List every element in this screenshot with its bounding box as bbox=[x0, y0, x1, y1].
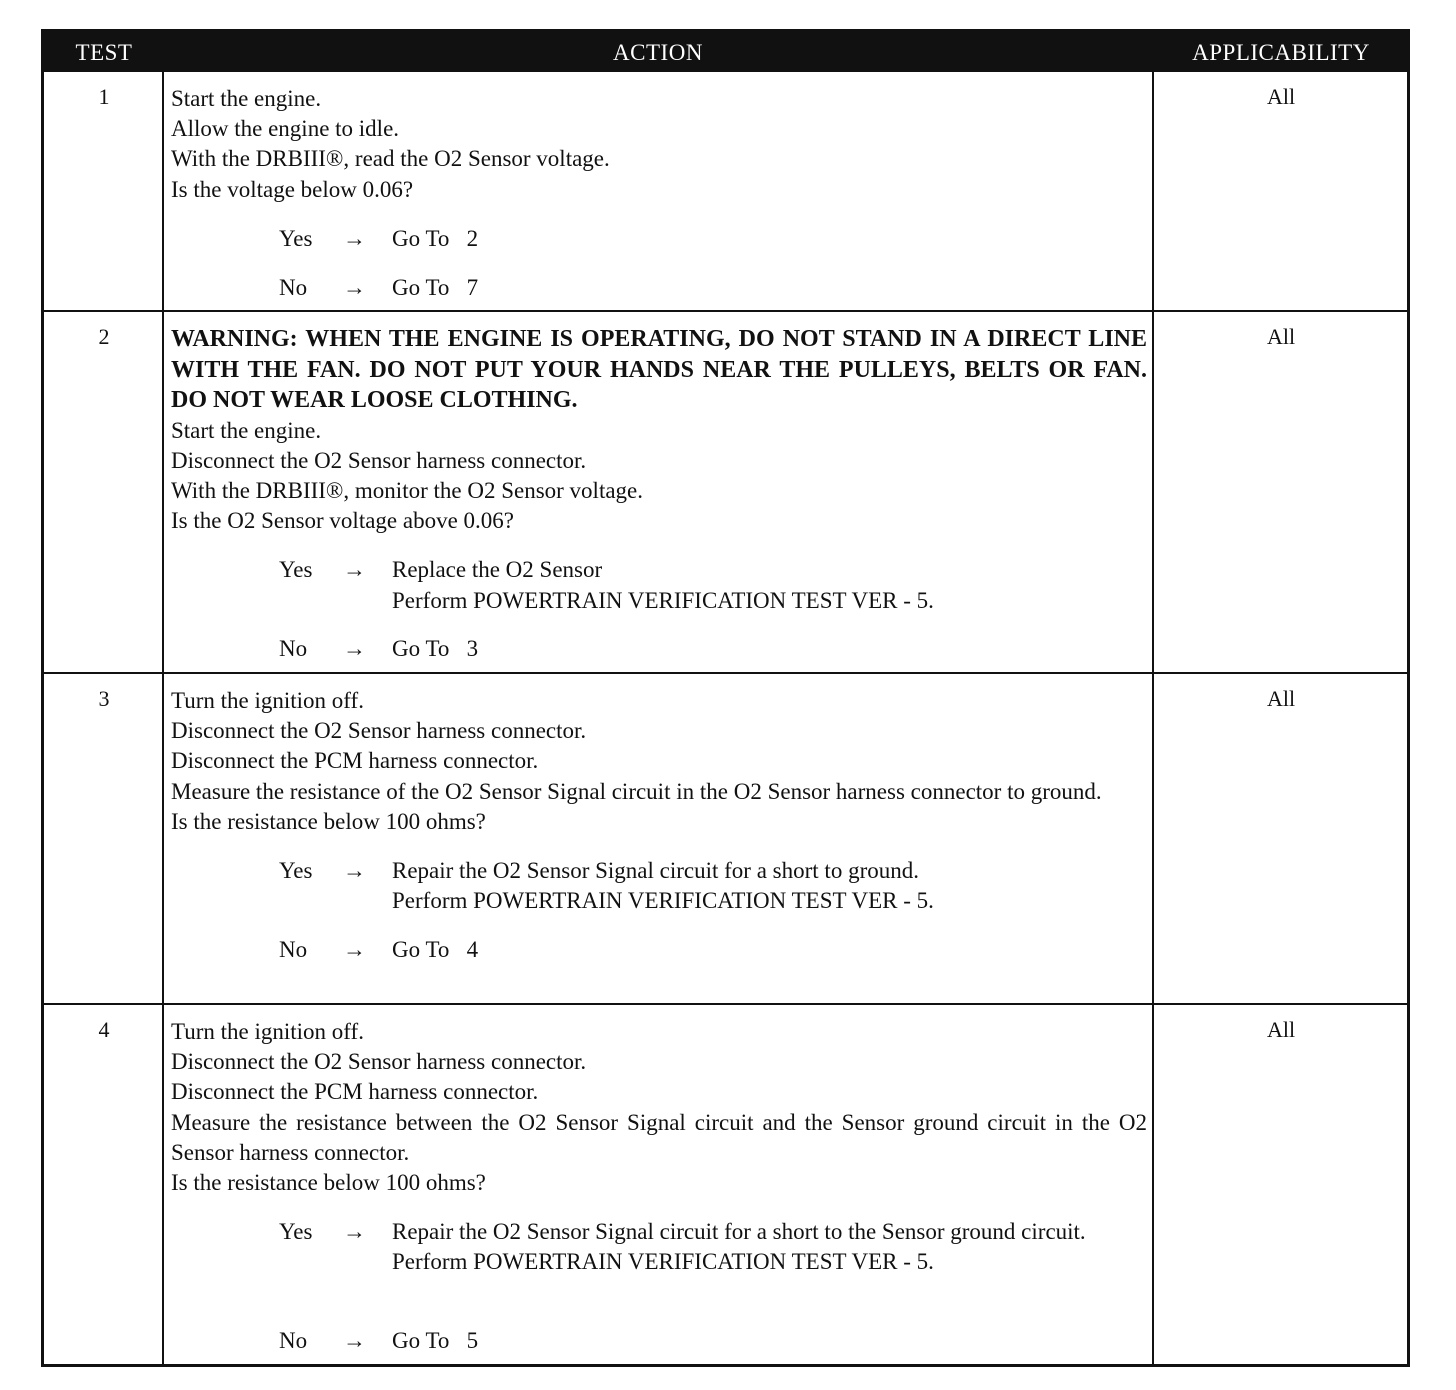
step-text: With the DRBIII®, monitor the O2 Sensor voltage. bbox=[171, 477, 644, 503]
step-text: Disconnect the PCM harness connector. bbox=[171, 1079, 539, 1105]
no-result: Go To 5 bbox=[392, 1328, 479, 1354]
header-test: TEST bbox=[75, 40, 133, 65]
arrow-icon: → bbox=[343, 1219, 366, 1245]
step-text: Is the resistance below 100 ohms? bbox=[171, 1170, 486, 1196]
no-label: No bbox=[279, 636, 308, 662]
step-text: Measure the resistance between the O2 Sensor Signal circuit and the Sensor ground circuit in the O2 Sensor harness connector. bbox=[171, 1109, 1147, 1165]
arrow-icon: → bbox=[343, 274, 366, 300]
no-response bbox=[171, 1326, 1147, 1356]
yes-result: Replace the O2 Sensor Perform POWERTRAIN VERIFICATION TEST VER - 5. bbox=[392, 557, 934, 613]
step-text: Allow the engine to idle. bbox=[171, 116, 400, 142]
step-text: Measure the resistance of the O2 Sensor Signal circuit in the O2 Sensor harness connector to ground. bbox=[171, 778, 1102, 804]
test-number: 2 bbox=[98, 324, 110, 349]
table-row-test-3 bbox=[44, 674, 1407, 1003]
action-cell bbox=[171, 1017, 1147, 1356]
table-header bbox=[44, 32, 1407, 72]
table-row-test-1 bbox=[44, 72, 1407, 310]
step-text: Is the voltage below 0.06? bbox=[171, 176, 414, 202]
header-action: ACTION bbox=[613, 40, 703, 65]
no-result: Go To 3 bbox=[392, 636, 479, 662]
step-text: Disconnect the O2 Sensor harness connector. bbox=[171, 447, 587, 473]
step-text: Is the resistance below 100 ohms? bbox=[171, 808, 486, 834]
warning-text: WARNING: WHEN THE ENGINE IS OPERATING, DO NOT STAND IN A DIRECT LINE WITH THE FAN. DO NOT PUT YOUR HANDS NEAR THE PULLEYS, BELTS OR FAN. DO NOT WEAR LOOSE CLOTHING. bbox=[171, 326, 1147, 413]
no-response bbox=[171, 273, 1147, 303]
table-row-test-2 bbox=[44, 312, 1407, 672]
applicability-cell: All bbox=[1266, 324, 1296, 349]
no-label: No bbox=[279, 937, 308, 963]
yes-label: Yes bbox=[279, 557, 313, 583]
step-text: Start the engine. bbox=[171, 417, 322, 443]
applicability-cell: All bbox=[1266, 84, 1296, 109]
test-number: 4 bbox=[98, 1017, 110, 1042]
test-number: 1 bbox=[98, 84, 110, 109]
arrow-icon: → bbox=[343, 557, 366, 583]
no-result: Go To 4 bbox=[392, 937, 479, 963]
yes-result: Go To 2 bbox=[392, 225, 479, 251]
header-applicability: APPLICABILITY bbox=[1192, 40, 1370, 65]
yes-label: Yes bbox=[279, 1219, 313, 1245]
yes-label: Yes bbox=[279, 858, 313, 884]
table-row-test-4 bbox=[44, 1005, 1407, 1364]
yes-result: Repair the O2 Sensor Signal circuit for a short to the Sensor ground circuit. Perform POWERTRAIN VERIFICATION TEST VER - 5. bbox=[392, 1219, 1086, 1275]
arrow-icon: → bbox=[343, 636, 366, 662]
applicability-cell: All bbox=[1266, 686, 1296, 711]
no-response bbox=[171, 634, 1147, 664]
yes-response bbox=[171, 224, 1147, 254]
step-text: Turn the ignition off. bbox=[171, 688, 364, 713]
step-text: Is the O2 Sensor voltage above 0.06? bbox=[171, 508, 515, 534]
yes-response bbox=[171, 555, 1147, 615]
yes-response bbox=[171, 856, 1147, 916]
action-cell bbox=[171, 84, 1147, 303]
no-label: No bbox=[279, 1328, 308, 1354]
step-text: Turn the ignition off. bbox=[171, 1019, 364, 1044]
step-text: Disconnect the O2 Sensor harness connector. bbox=[171, 718, 587, 744]
arrow-icon: → bbox=[343, 1328, 366, 1354]
step-text: Disconnect the PCM harness connector. bbox=[171, 748, 539, 774]
test-number: 3 bbox=[98, 686, 110, 711]
applicability-cell: All bbox=[1266, 1017, 1296, 1042]
step-text: Start the engine. bbox=[171, 86, 322, 111]
no-result: Go To 7 bbox=[392, 274, 479, 300]
step-text: With the DRBIII®, read the O2 Sensor voltage. bbox=[171, 146, 610, 172]
action-cell bbox=[171, 324, 1147, 664]
arrow-icon: → bbox=[343, 858, 366, 884]
diagnostic-test-table bbox=[41, 29, 1410, 1367]
arrow-icon: → bbox=[343, 937, 366, 963]
arrow-icon: → bbox=[343, 225, 366, 251]
yes-result: Repair the O2 Sensor Signal circuit for a short to ground. Perform POWERTRAIN VERIFICATION TEST VER - 5. bbox=[392, 858, 934, 914]
yes-label: Yes bbox=[279, 225, 313, 251]
no-response bbox=[171, 935, 1147, 965]
step-text: Disconnect the O2 Sensor harness connector. bbox=[171, 1049, 587, 1075]
no-label: No bbox=[279, 274, 308, 300]
yes-response bbox=[171, 1217, 1147, 1307]
action-cell bbox=[171, 686, 1147, 965]
